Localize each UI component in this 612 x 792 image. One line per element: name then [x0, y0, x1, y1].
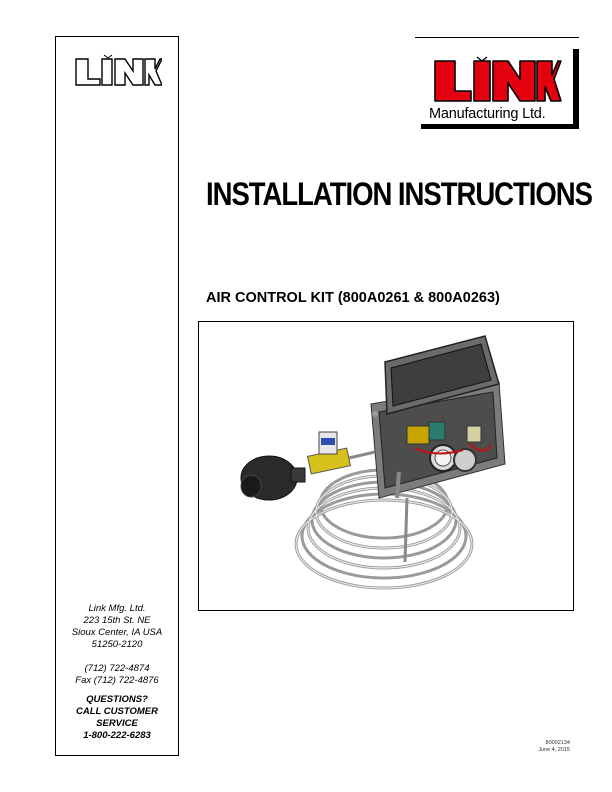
document-number: 80002134	[545, 740, 570, 746]
brand-subtitle: Manufacturing Ltd.	[429, 106, 546, 122]
company-address	[56, 603, 178, 687]
air-control-kit-image	[199, 322, 575, 612]
service-phone: 1-800-222-6283	[83, 730, 151, 741]
document-meta	[538, 740, 570, 754]
link-brand-logo	[432, 51, 562, 105]
sidebar-panel	[55, 36, 179, 756]
product-illustration	[198, 321, 574, 611]
questions-line: QUESTIONS?	[86, 694, 148, 705]
address-line: Sioux Center, IA USA	[71, 627, 163, 638]
fax-number: Fax (712) 722-4876	[75, 675, 159, 686]
document-date: June 4, 2015	[538, 747, 570, 753]
kit-subtitle: AIR CONTROL KIT (800A0261 & 800A0263)	[206, 290, 500, 306]
customer-service-block	[56, 694, 178, 742]
page-title: INSTALLATION INSTRUCTIONS	[206, 176, 592, 212]
address-line: Link Mfg. Ltd.	[88, 603, 146, 614]
brand-block	[415, 37, 579, 129]
questions-line: CALL CUSTOMER	[76, 706, 158, 717]
address-line: 51250-2120	[91, 639, 143, 650]
questions-line: SERVICE	[96, 718, 138, 729]
phone-number: (712) 722-4874	[84, 663, 150, 674]
address-line: 223 15th St. NE	[83, 615, 151, 626]
link-sidebar-logo	[72, 53, 162, 89]
